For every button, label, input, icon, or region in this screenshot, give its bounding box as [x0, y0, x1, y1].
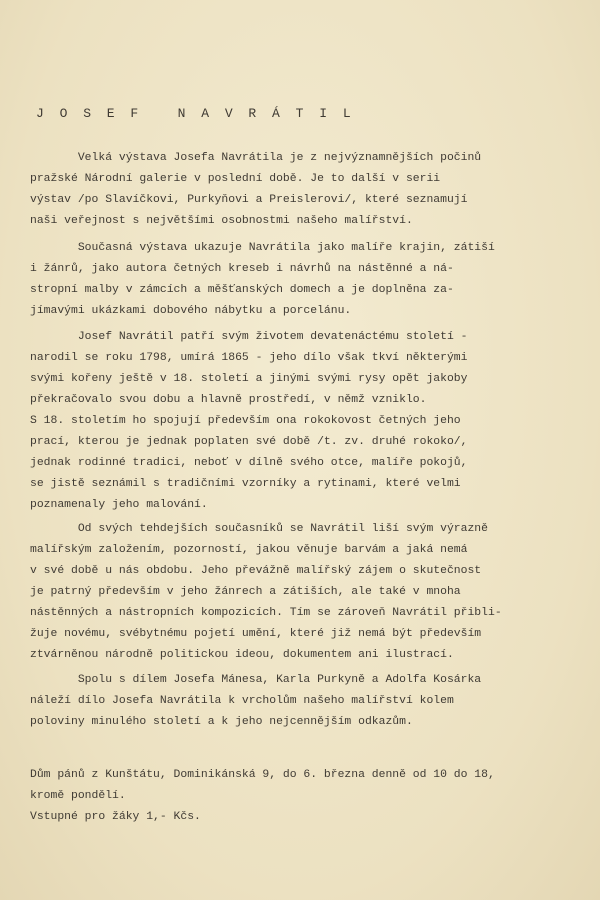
- text-line: je patrný především v jeho žánrech a zátiších, ale také v mnoha: [30, 586, 461, 598]
- document-title: J O S E F N A V R Á T I L: [36, 106, 355, 121]
- paragraph-legacy: [30, 670, 578, 733]
- paragraph-contemporaries: [30, 519, 578, 666]
- text-line: výstav /po Slavíčkovi, Purkyňovi a Preislerovi/, které seznamují: [30, 194, 468, 206]
- text-line: v své době u nás obdobu. Jeho převážně malířský zájem o skutečnost: [30, 565, 482, 577]
- text-line: poznamenaly jeho malování.: [30, 499, 208, 511]
- text-line: Od svých tehdejších současníků se Navrátil liší svým výrazně: [30, 523, 488, 535]
- text-line: malířským založením, pozorností, jakou věnuje barvám a jaká nemá: [30, 544, 468, 556]
- text-line: Velká výstava Josefa Navrátila je z nejvýznamnějších počinů: [30, 152, 482, 164]
- text-line: ztvárněnou národně politickou ideou, dokumentem ani ilustrací.: [30, 649, 454, 661]
- text-line: jímavými ukázkami dobového nábytku a porcelánu.: [30, 305, 352, 317]
- admission-line: Vstupné pro žáky 1,- Kčs.: [30, 811, 201, 823]
- text-line: naši veřejnost s největšími osobnostmi našeho malířství.: [30, 215, 413, 227]
- text-line: poloviny minulého století a k jeho nejcennějším odkazům.: [30, 716, 413, 728]
- text-line: Spolu s dílem Josefa Mánesa, Karla Purkyně a Adolfa Kosárka: [30, 674, 482, 686]
- paragraph-biography: [30, 327, 578, 516]
- text-line: stropní malby v zámcích a měšťanských domech a je doplněna za-: [30, 284, 454, 296]
- venue-line: Dům pánů z Kunštátu, Dominikánská 9, do 6. března denně od 10 do 18,: [30, 769, 495, 781]
- text-line: žuje novému, svébytnému pojetí umění, které již nemá být především: [30, 628, 482, 640]
- text-line: svými kořeny ještě v 18. století a jinými svými rysy opět jakoby: [30, 373, 468, 385]
- text-line: Josef Navrátil patří svým životem devatenáctému století -: [30, 331, 468, 343]
- text-line: Současná výstava ukazuje Navrátila jako malíře krajin, zátiší: [30, 242, 495, 254]
- paragraph-intro: [30, 148, 578, 232]
- text-line: nástěnných a nástropních kompozicích. Tím se zároveň Navrátil přibli-: [30, 607, 502, 619]
- exhibition-info: [30, 765, 578, 828]
- hours-line: kromě pondělí.: [30, 790, 126, 802]
- text-line: jednak rodinné tradici, neboť v dílně svého otce, malíře pokojů,: [30, 457, 468, 469]
- text-line: překračovalo svou dobu a hlavně prostředí, v němž vzniklo.: [30, 394, 427, 406]
- text-line: S 18. stoletím ho spojují především ona rokokovost četných jeho: [30, 415, 461, 427]
- text-line: narodil se roku 1798, umírá 1865 - jeho dílo však tkví některými: [30, 352, 468, 364]
- text-line: se jistě seznámil s tradičními vzorníky a rytinami, které velmi: [30, 478, 461, 490]
- text-line: i žánrů, jako autora četných kreseb i návrhů na nástěnné a ná-: [30, 263, 454, 275]
- text-line: náleží dílo Josefa Navrátila k vrcholům našeho malířství kolem: [30, 695, 454, 707]
- text-line: prací, kterou je jednak poplaten své době /t. zv. druhé rokoko/,: [30, 436, 468, 448]
- text-line: pražské Národní galerie v poslední době. Je to další v serii: [30, 173, 441, 185]
- paragraph-exhibition: [30, 238, 578, 322]
